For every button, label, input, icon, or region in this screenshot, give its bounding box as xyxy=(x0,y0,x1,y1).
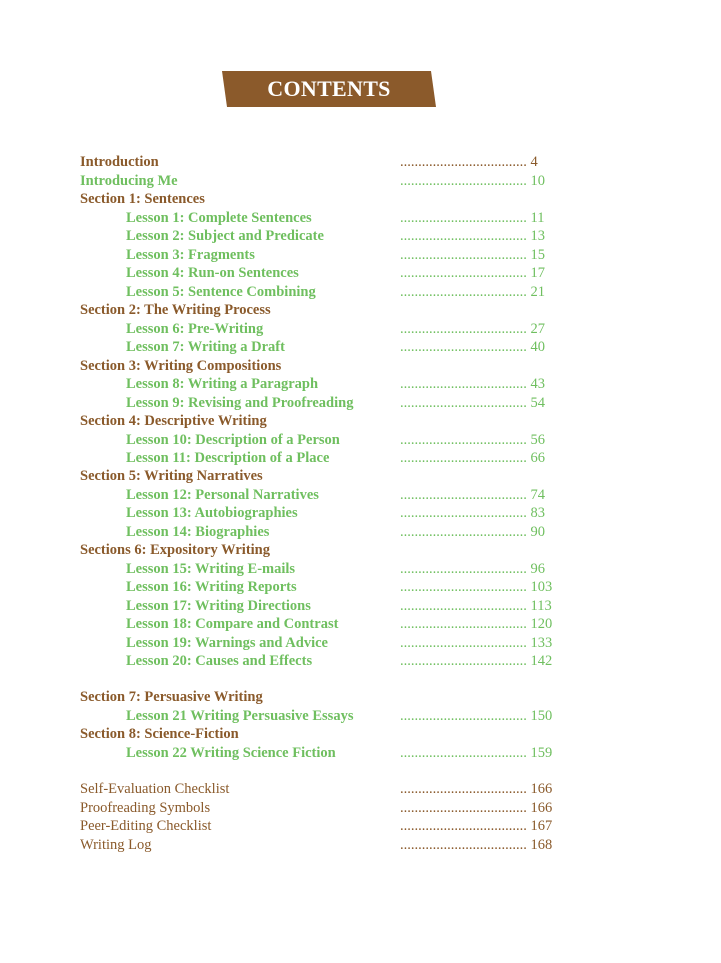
toc-page-number: 159 xyxy=(530,745,553,761)
toc-page-number: 96 xyxy=(530,561,545,577)
toc-page-number: 166 xyxy=(530,781,553,797)
toc-entry xyxy=(0,246,721,264)
toc-page-number: 56 xyxy=(530,432,545,448)
toc-entry xyxy=(0,172,721,190)
dot-leader: ................................... xyxy=(400,653,531,669)
toc-entry-label: Lesson 8: Writing a Paragraph xyxy=(126,376,319,392)
toc-page-number: 120 xyxy=(530,616,553,632)
toc-page-leader xyxy=(400,375,545,393)
page-title: CONTENTS xyxy=(267,76,391,101)
dot-leader: ................................... xyxy=(400,265,531,281)
toc-entry-label: Lesson 9: Revising and Proofreading xyxy=(126,395,354,411)
toc-entry-label: Lesson 13: Autobiographies xyxy=(126,505,298,521)
toc-page-leader xyxy=(400,283,545,301)
toc-entry xyxy=(0,578,721,596)
toc-entry-label: Introducing Me xyxy=(80,173,178,189)
toc-entry xyxy=(0,357,721,375)
toc-entry-label: Section 8: Science-Fiction xyxy=(80,726,239,742)
dot-leader: ................................... xyxy=(400,745,531,761)
toc-entry xyxy=(0,338,721,356)
toc-page-leader xyxy=(400,578,552,596)
dot-leader: ................................... xyxy=(400,837,531,853)
toc-page-number: 27 xyxy=(530,321,545,337)
toc-page-leader xyxy=(400,597,552,615)
toc-entry xyxy=(0,301,721,319)
toc-page-leader xyxy=(400,338,545,356)
toc-entry xyxy=(0,780,721,798)
toc-entry-label: Lesson 18: Compare and Contrast xyxy=(126,616,339,632)
toc-entry-label: Lesson 11: Description of a Place xyxy=(126,450,330,466)
dot-leader: ................................... xyxy=(400,432,531,448)
toc-entry-label: Lesson 1: Complete Sentences xyxy=(126,210,312,226)
toc-page-leader xyxy=(400,707,552,725)
toc-page-leader xyxy=(400,153,538,171)
dot-leader: ................................... xyxy=(400,635,531,651)
toc-entry xyxy=(0,836,721,854)
toc-page-number: 21 xyxy=(530,284,545,300)
toc-page-leader xyxy=(400,744,552,762)
dot-leader: ................................... xyxy=(400,210,531,226)
toc-entry xyxy=(0,688,721,706)
toc-entry-label: Lesson 4: Run-on Sentences xyxy=(126,265,299,281)
toc-entry xyxy=(0,560,721,578)
toc-page-number: 54 xyxy=(530,395,545,411)
toc-page-number: 40 xyxy=(530,339,545,355)
toc-entry xyxy=(0,725,721,743)
toc-entry-label: Section 4: Descriptive Writing xyxy=(80,413,267,429)
toc-entry xyxy=(0,227,721,245)
toc-page-leader xyxy=(400,486,545,504)
toc-entry-label: Lesson 22 Writing Science Fiction xyxy=(126,745,336,761)
toc-entry xyxy=(0,283,721,301)
dot-leader: ................................... xyxy=(400,339,531,355)
dot-leader: ................................... xyxy=(400,579,531,595)
dot-leader: ................................... xyxy=(400,561,531,577)
dot-leader: ................................... xyxy=(400,800,531,816)
toc-entry-label: Sections 6: Expository Writing xyxy=(80,542,270,558)
toc-entry-label: Section 3: Writing Compositions xyxy=(80,358,282,374)
toc-page-number: 11 xyxy=(530,210,545,226)
toc-entry-label: Lesson 12: Personal Narratives xyxy=(126,487,319,503)
toc-page-number: 17 xyxy=(530,265,545,281)
toc-entry-label: Lesson 19: Warnings and Advice xyxy=(126,635,328,651)
toc-entry-label: Lesson 21 Writing Persuasive Essays xyxy=(126,708,354,724)
dot-leader: ................................... xyxy=(400,524,531,540)
toc-page-number: 166 xyxy=(530,800,553,816)
toc-page-number: 103 xyxy=(530,579,553,595)
dot-leader: ................................... xyxy=(400,376,531,392)
toc-entry-label: Lesson 5: Sentence Combining xyxy=(126,284,316,300)
toc-page-number: 150 xyxy=(530,708,553,724)
toc-entry-label: Lesson 20: Causes and Effects xyxy=(126,653,313,669)
toc-page-number: 133 xyxy=(530,635,553,651)
dot-leader: ................................... xyxy=(400,247,531,263)
toc-page-leader xyxy=(400,394,545,412)
toc-entry-label: Lesson 14: Biographies xyxy=(126,524,270,540)
toc-entry xyxy=(0,394,721,412)
toc-entry-label: Peer-Editing Checklist xyxy=(80,818,212,834)
toc-entry xyxy=(0,597,721,615)
dot-leader: ................................... xyxy=(400,154,531,170)
toc-page-number: 168 xyxy=(530,837,553,853)
toc-entry-label: Lesson 17: Writing Directions xyxy=(126,598,311,614)
toc-page-leader xyxy=(400,227,545,245)
toc-entry xyxy=(0,486,721,504)
toc-entry xyxy=(0,707,721,725)
toc-entry-label: Lesson 7: Writing a Draft xyxy=(126,339,285,355)
toc-entry-label: Section 5: Writing Narratives xyxy=(80,468,263,484)
contents-banner xyxy=(222,71,436,107)
toc-page-leader xyxy=(400,320,545,338)
dot-leader: ................................... xyxy=(400,395,531,411)
dot-leader: ................................... xyxy=(400,616,531,632)
dot-leader: ................................... xyxy=(400,173,531,189)
toc-entry xyxy=(0,153,721,171)
toc-entry xyxy=(0,744,721,762)
toc-page-number: 90 xyxy=(530,524,545,540)
toc-entry xyxy=(0,652,721,670)
toc-entry xyxy=(0,817,721,835)
toc-page-leader xyxy=(400,817,552,835)
toc-page-leader xyxy=(400,780,552,798)
dot-leader: ................................... xyxy=(400,321,531,337)
toc-entry-label: Lesson 3: Fragments xyxy=(126,247,255,263)
toc-entry-label: Lesson 15: Writing E-mails xyxy=(126,561,296,577)
toc-page-leader xyxy=(400,209,544,227)
toc-page-number: 83 xyxy=(530,505,545,521)
toc-entry xyxy=(0,375,721,393)
toc-page-number: 15 xyxy=(530,247,545,263)
toc-entry xyxy=(0,615,721,633)
toc-entry xyxy=(0,190,721,208)
toc-entry xyxy=(0,320,721,338)
toc-page-number: 66 xyxy=(530,450,545,466)
toc-entry xyxy=(0,449,721,467)
toc-page-leader xyxy=(400,504,545,522)
toc-entry-label: Lesson 2: Subject and Predicate xyxy=(126,228,324,244)
toc-page-number: 167 xyxy=(530,818,553,834)
dot-leader: ................................... xyxy=(400,284,531,300)
toc-entry-label: Section 1: Sentences xyxy=(80,191,205,207)
toc-page-number: 13 xyxy=(530,228,545,244)
toc-entry-label: Introduction xyxy=(80,154,159,170)
toc-entry-label: Self-Evaluation Checklist xyxy=(80,781,230,797)
toc-page-leader xyxy=(400,615,552,633)
toc-page-leader xyxy=(400,246,545,264)
toc-page-leader xyxy=(400,449,545,467)
toc-entry xyxy=(0,209,721,227)
toc-page-number: 43 xyxy=(530,376,545,392)
toc-entry xyxy=(0,467,721,485)
toc-page-leader xyxy=(400,172,545,190)
toc-entry xyxy=(0,504,721,522)
toc-entry-label: Section 2: The Writing Process xyxy=(80,302,271,318)
dot-leader: ................................... xyxy=(400,781,531,797)
toc-entry-label: Lesson 10: Description of a Person xyxy=(126,432,340,448)
toc-page-number: 113 xyxy=(530,598,552,614)
toc-entry xyxy=(0,264,721,282)
toc-page-leader xyxy=(400,264,545,282)
toc-page-leader xyxy=(400,836,552,854)
toc-page-number: 10 xyxy=(530,173,545,189)
toc-entry-label: Lesson 6: Pre-Writing xyxy=(126,321,264,337)
dot-leader: ................................... xyxy=(400,708,531,724)
toc-page-leader xyxy=(400,560,545,578)
dot-leader: ................................... xyxy=(400,598,531,614)
toc-page-leader xyxy=(400,523,545,541)
toc-page-leader xyxy=(400,799,552,817)
toc-entry-label: Writing Log xyxy=(80,837,152,853)
toc-entry xyxy=(0,412,721,430)
toc-entry xyxy=(0,634,721,652)
toc-page-number: 142 xyxy=(530,653,553,669)
dot-leader: ................................... xyxy=(400,228,531,244)
toc-entry-label: Proofreading Symbols xyxy=(80,800,211,816)
toc-entry-label: Section 7: Persuasive Writing xyxy=(80,689,263,705)
toc-page-leader xyxy=(400,652,552,670)
toc-entry xyxy=(0,799,721,817)
dot-leader: ................................... xyxy=(400,818,531,834)
toc-page-number: 4 xyxy=(530,154,538,170)
toc-entry xyxy=(0,431,721,449)
dot-leader: ................................... xyxy=(400,450,531,466)
dot-leader: ................................... xyxy=(400,505,531,521)
toc-entry-label: Lesson 16: Writing Reports xyxy=(126,579,297,595)
toc-entry xyxy=(0,523,721,541)
toc-page-leader xyxy=(400,634,552,652)
toc-page-number: 74 xyxy=(530,487,545,503)
dot-leader: ................................... xyxy=(400,487,531,503)
toc-page-leader xyxy=(400,431,545,449)
toc-entry xyxy=(0,541,721,559)
